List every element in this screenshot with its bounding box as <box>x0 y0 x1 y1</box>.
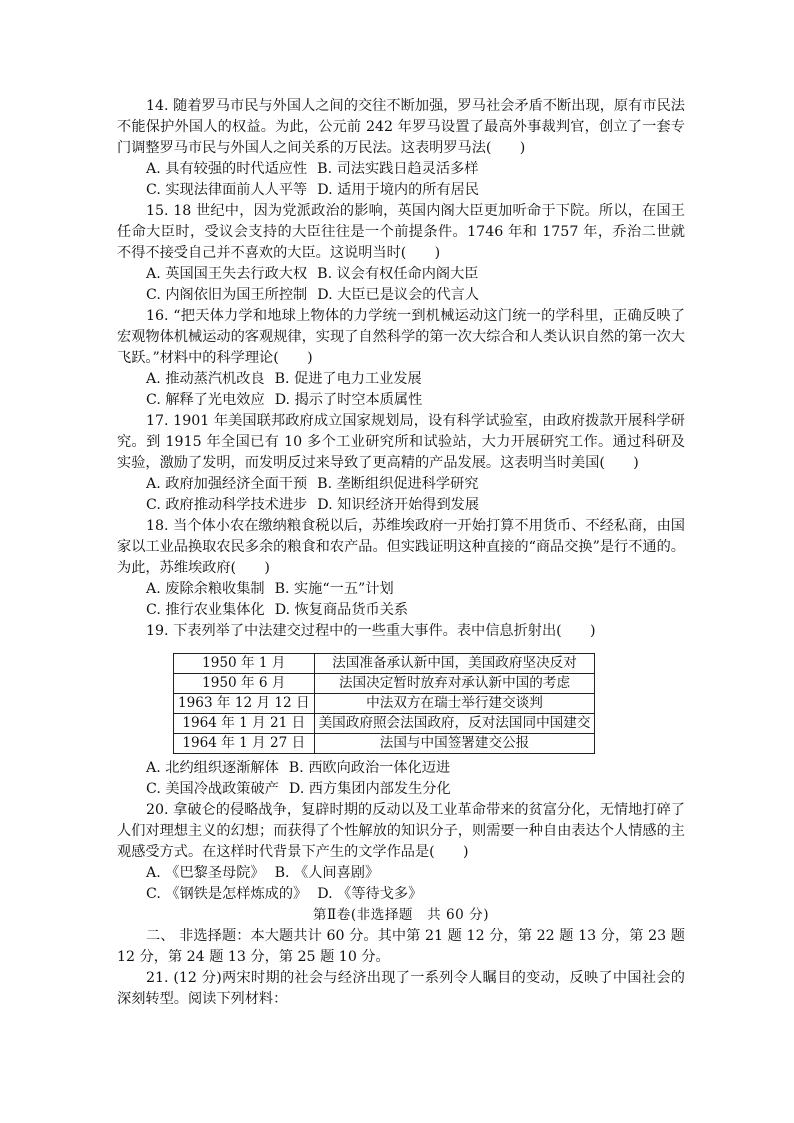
table-cell-date: 1964 年 1 月 21 日 <box>174 714 315 734</box>
table-cell-date: 1950 年 6 月 <box>174 674 315 694</box>
events-table <box>173 653 595 754</box>
options-row <box>117 758 685 779</box>
option-d: D. 适用于境内的所有居民 <box>317 182 480 198</box>
option-d: D. 揭示了时空本质属性 <box>274 392 423 408</box>
option-a: A. 英国国王失去行政大权 <box>146 266 308 282</box>
events-table-wrap <box>173 653 685 754</box>
option-a: A. 《巴黎圣母院》 <box>146 865 265 881</box>
table-row <box>174 694 595 714</box>
options-row <box>117 600 685 621</box>
option-b: B. 议会有权任命内阁大臣 <box>317 266 479 282</box>
question-21 <box>117 968 685 1010</box>
option-c: C. 实现法律面前人人平等 <box>146 182 308 198</box>
options-row <box>117 369 685 390</box>
question-19 <box>117 621 685 800</box>
options-row <box>117 779 685 800</box>
options-row <box>117 390 685 411</box>
options-row <box>117 285 685 306</box>
option-d: D. 大臣已是议会的代言人 <box>317 287 480 303</box>
option-d: D. 《等待戈多》 <box>317 886 423 902</box>
question-20 <box>117 800 685 905</box>
options-row <box>117 264 685 285</box>
options-row <box>117 474 685 495</box>
option-b: B. 《人间喜剧》 <box>274 865 380 881</box>
exam-page <box>117 96 685 1010</box>
question-stem: 21. (12 分)两宋时期的社会与经济出现了一系列令人瞩目的变动，反映了中国社会的深刻转型。阅读下列材料： <box>117 970 685 1007</box>
question-16 <box>117 306 685 411</box>
option-c: C. 美国冷战政策破产 <box>146 781 279 797</box>
option-b: B. 西欧向政治一体化迈进 <box>288 760 451 776</box>
table-cell-event: 法国与中国签署建交公报 <box>314 734 595 754</box>
question-17 <box>117 411 685 516</box>
table-row <box>174 674 595 694</box>
options-row <box>117 180 685 201</box>
option-d: D. 西方集团内部发生分化 <box>288 781 451 797</box>
option-c: C. 内阁依旧为国王所控制 <box>146 287 308 303</box>
table-row <box>174 714 595 734</box>
table-cell-event: 法国准备承认新中国，美国政府坚决反对 <box>314 654 595 674</box>
table-cell-event: 美国政府照会法国政府，反对法国同中国建交 <box>314 714 595 734</box>
question-stem: 16. “把天体力学和地球上物体的力学统一到机械运动这门统一的学科里，正确反映了宏观物体机械运动的客观规律，实现了自然科学的第一次大综合和人类认识自然的第一次大飞跃。”材料中的科学理论( ) <box>117 308 685 366</box>
table-cell-date: 1963 年 12 月 12 日 <box>174 694 315 714</box>
options-row <box>117 863 685 884</box>
table-row <box>174 654 595 674</box>
table-cell-event: 中法双方在瑞士举行建交谈判 <box>314 694 595 714</box>
option-b: B. 司法实践日趋灵活多样 <box>317 161 479 177</box>
question-14 <box>117 96 685 201</box>
question-stem: 19. 下表列举了中法建交过程中的一些重大事件。表中信息折射出( ) <box>146 623 596 639</box>
option-a: A. 废除余粮收集制 <box>146 581 265 597</box>
option-d: D. 知识经济开始得到发展 <box>317 497 480 513</box>
question-stem: 15. 18 世纪中，因为党派政治的影响，英国内阁大臣更加听命于下院。所以，在国王任命大臣时，受议会支持的大臣往往是一个前提条件。1746 年和 1757 年，乔治二世就不得不接受自己并不喜欢的大臣。这说明当时( ) <box>117 203 685 261</box>
option-a: A. 推动蒸汽机改良 <box>146 371 265 387</box>
section-title: 第Ⅱ卷(非选择题 共 60 分) <box>312 907 490 923</box>
table-cell-event: 法国决定暂时放弃对承认新中国的考虑 <box>314 674 595 694</box>
table-cell-date: 1950 年 1 月 <box>174 654 315 674</box>
question-stem: 14. 随着罗马市民与外国人之间的交往不断加强，罗马社会矛盾不断出现，原有市民法不能保护外国人的权益。为此，公元前 242 年罗马设置了最高外事裁判官，创立了一套专门调整罗马市民与外国人之间关系的万民法。这表明罗马法( ) <box>117 98 685 156</box>
option-b: B. 垄断组织促进科学研究 <box>317 476 479 492</box>
question-stem: 18. 当个体小农在缴纳粮食税以后，苏维埃政府一开始打算不用货币、不经私商，由国家以工业品换取农民多余的粮食和农产品。但实践证明这种直接的“商品交换”是行不通的。为此，苏维埃政府( ) <box>117 518 685 576</box>
option-c: C. 推行农业集体化 <box>146 602 265 618</box>
options-row <box>117 159 685 180</box>
table-cell-date: 1964 年 1 月 27 日 <box>174 734 315 754</box>
option-a: A. 具有较强的时代适应性 <box>146 161 308 177</box>
option-b: B. 促进了电力工业发展 <box>274 371 422 387</box>
table-row <box>174 734 595 754</box>
question-15 <box>117 201 685 306</box>
option-c: C. 《钢铁是怎样炼成的》 <box>146 886 308 902</box>
section-intro: 二、 非选择题：本大题共计 60 分。其中第 21 题 12 分，第 22 题 13 分，第 23 题 12 分，第 24 题 13 分，第 25 题 10 分。 <box>117 928 685 965</box>
option-c: C. 解释了光电效应 <box>146 392 265 408</box>
option-a: A. 北约组织逐渐解体 <box>146 760 279 776</box>
question-stem: 20. 拿破仑的侵略战争，复辟时期的反动以及工业革命带来的贫富分化，无情地打碎了人们对理想主义的幻想；而获得了个性解放的知识分子，则需要一种自由表达个人情感的主观感受方式。在这样时代背景下产生的文学作品是( ) <box>117 802 685 860</box>
options-row <box>117 884 685 905</box>
options-row <box>117 495 685 516</box>
option-b: B. 实施“一五”计划 <box>274 581 394 597</box>
question-stem: 17. 1901 年美国联邦政府成立国家规划局，设有科学试验室，由政府拨款开展科学研究。到 1915 年全国已有 10 多个工业研究所和试验站，大力开展研究工作。通过科研及实验，激励了发明，而发明反过来导致了更高精的产品发展。这表明当时美国( ) <box>117 413 685 471</box>
option-a: A. 政府加强经济全面干预 <box>146 476 308 492</box>
question-18 <box>117 516 685 621</box>
options-row <box>117 579 685 600</box>
option-c: C. 政府推动科学技术进步 <box>146 497 308 513</box>
option-d: D. 恢复商品货币关系 <box>274 602 409 618</box>
